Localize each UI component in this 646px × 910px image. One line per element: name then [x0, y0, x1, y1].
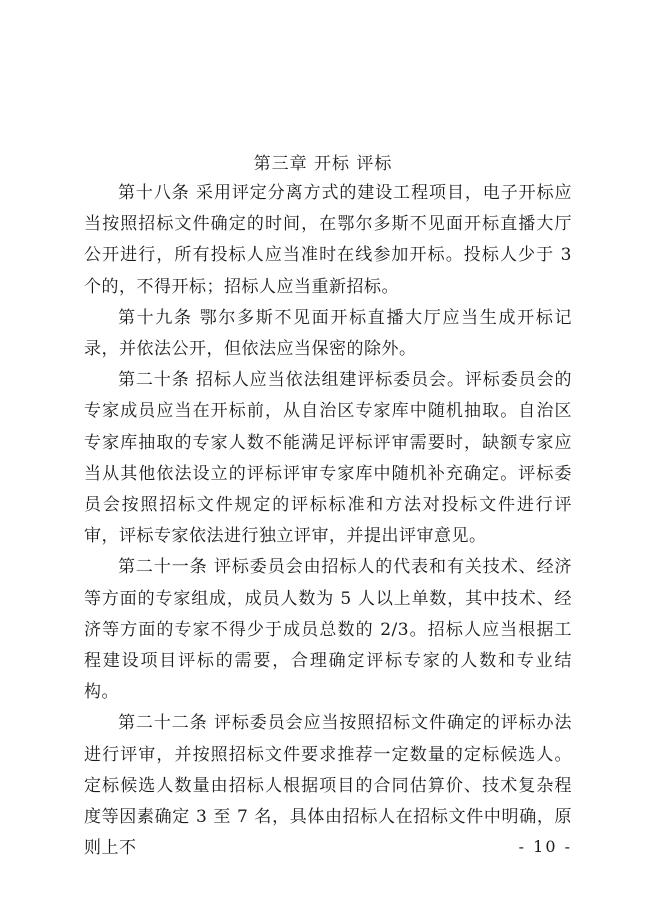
article-21: 第二十一条 评标委员会由招标人的代表和有关技术、经济等方面的专家组成，成员人数为 5 人以上单数，其中技术、经济等方面的专家不得少于成员总数的 2/3。招标人应当根据工程建设项目评标的需要，合理确定评标专家的人数和专业结构。	[84, 557, 572, 703]
chapter-title: 第三章 开标 评标	[253, 154, 393, 174]
article-20: 第二十条 招标人应当依法组建评标委员会。评标委员会的专家成员应当在开标前，从自治区专家库中随机抽取。自治区专家库抽取的专家人数不能满足评标评审需要时，缺额专家应当从其他依法设立的评标评审专家库中随机补充确定。评标委员会按照招标文件规定的评标标准和方法对投标文件进行评审，评标专家依法进行独立评审，并提出评审意见。	[84, 370, 572, 547]
article-22: 第二十二条 评标委员会应当按照招标文件确定的评标办法进行评审，并按照招标文件要求推荐一定数量的定标候选人。定标候选人数量由招标人根据项目的合同估算价、技术复杂程度等因素确定 3 至 7 名，具体由招标人在招标文件中明确，原则上不	[84, 713, 572, 859]
article-18: 第十八条 采用评定分离方式的建设工程项目，电子开标应当按照招标文件确定的时间，在鄂尔多斯不见面开标直播大厅公开进行，所有投标人应当准时在线参加开标。投标人少于 3 个的，不得开标；招标人应当重新招标。	[84, 183, 572, 297]
article-19: 第十九条 鄂尔多斯不见面开标直播大厅应当生成开标记录，并依法公开，但依法应当保密的除外。	[84, 307, 572, 360]
article-body	[84, 178, 572, 864]
page-number: - 10 -	[518, 837, 572, 856]
